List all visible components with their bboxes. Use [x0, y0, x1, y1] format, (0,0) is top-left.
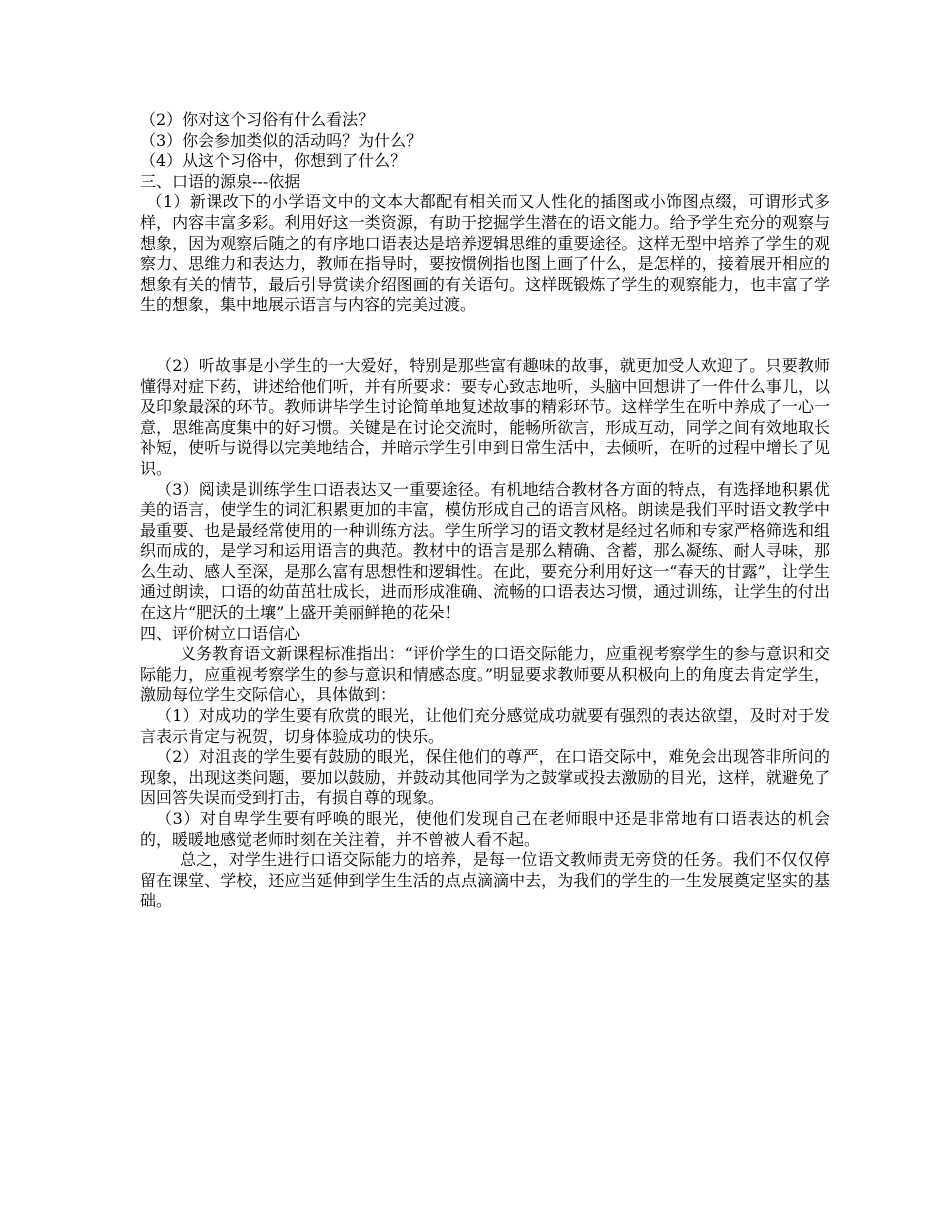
section-3-paragraph-2: （2）听故事是小学生的一大爱好，特别是那些富有趣味的故事，就更加受人欢迎了。只要教师懂得对症下药，讲述给他们听，并有所要求：要专心致志地听，头脑中回想讲了一件什么事儿，以及印象最深的环节。教师讲毕学生讨论简单地复述故事的精彩环节。这样学生在听中养成了一心一意，思维高度集中的好习惯。关键是在讨论交流时，能畅所欲言，形成互动，同学之间有效地取长补短，使听与说得以完美地结合，并暗示学生引申到日常生活中，去倾听，在听的过程中增长了见识。 [140, 355, 830, 478]
section-4-paragraph-1: （1）对成功的学生要有欣赏的眼光，让他们充分感觉成功就要有强烈的表达欲望，及时对于发言表示肯定与祝贺，切身体验成功的快乐。 [140, 706, 830, 746]
conclusion-paragraph: 总之，对学生进行口语交际能力的培养，是每一位语文教师责无旁贷的任务。我们不仅仅停留在课堂、学校，还应当延伸到学生生活的点点滴滴中去，为我们的学生的一生发展奠定坚实的基础。 [140, 850, 830, 911]
question-4: （4）从这个习俗中，你想到了什么？ [140, 151, 407, 171]
section-3-paragraph-1: （1）新课改下的小学语文中的文本大都配有相关而又人性化的插图或小饰图点缀，可谓形式多样，内容丰富多彩。利用好这一类资源，有助于挖掘学生潜在的语文能力。给予学生充分的观察与想象，因为观察后随之的有序地口语表达是培养逻辑思维的重要途径。这样无型中培养了学生的观察力、思维力和表达力，教师在指导时，要按惯例指也图上画了什么，是怎样的，接着展开相应的想象有关的情节，最后引导赏读介绍图画的有关语句。这样既锻炼了学生的观察能力，也丰富了学生的想象，集中地展示语言与内容的完美过渡。 [140, 192, 830, 315]
question-2: （2）你对这个习俗有什么看法？ [140, 110, 375, 129]
section-4-paragraph-3: （3）对自卑学生要有呼唤的眼光，使他们发现自己在老师眼中还是非常地有口语表达的机会的，暖暖地感觉老师时刻在关注着，并不曾被人看不起。 [140, 809, 830, 849]
section-3-heading: 三、口语的源泉---依据 [140, 171, 301, 191]
section-3-paragraph-3: （3）阅读是训练学生口语表达又一重要途径。有机地结合教材各方面的特点，有选择地积累优美的语言，使学生的词汇积累更加的丰富，模仿形成自己的语言风格。朗读是我们平时语文教学中最重要、也是最经常使用的一种训练方法。学生所学习的语文教材是经过名师和专家严格筛选和组织而成的，是学习和运用语言的典范。教材中的语言是那么精确、含蓄，那么凝练、耐人寻味，那么生动、感人至深，是那么富有思想性和逻辑性。在此，要充分利用好这一“春天的甘露”，让学生通过朗读，口语的幼苗茁壮成长，进而形成准确、流畅的口语表达习惯，通过训练，让学生的付出在这片“肥沃的土壤”上盛开美丽鲜艳的花朵！ [140, 479, 830, 623]
section-4-intro: 义务教育语文新课程标准指出：“评价学生的口语交际能力，应重视考察学生的参与意识和交际能力，应重视考察学生的参与意识和情感态度。”明显要求教师要从积极向上的角度去肯定学生，激励每位学生交际信心，具体做到： [140, 644, 830, 705]
section-4-paragraph-2: （2）对沮丧的学生要有鼓励的眼光，保住他们的尊严，在口语交际中，难免会出现答非所问的现象，出现这类问题，要加以鼓励，并鼓动其他同学为之鼓掌或投去激励的目光，这样，就避免了因回答失误而受到打击，有损自尊的现象。 [140, 747, 830, 808]
question-3: （3）你会参加类似的活动吗？为什么？ [140, 130, 423, 150]
section-4-heading: 四、评价树立口语信心 [140, 623, 301, 643]
blank-spacer [140, 316, 830, 356]
document-page [140, 110, 830, 912]
